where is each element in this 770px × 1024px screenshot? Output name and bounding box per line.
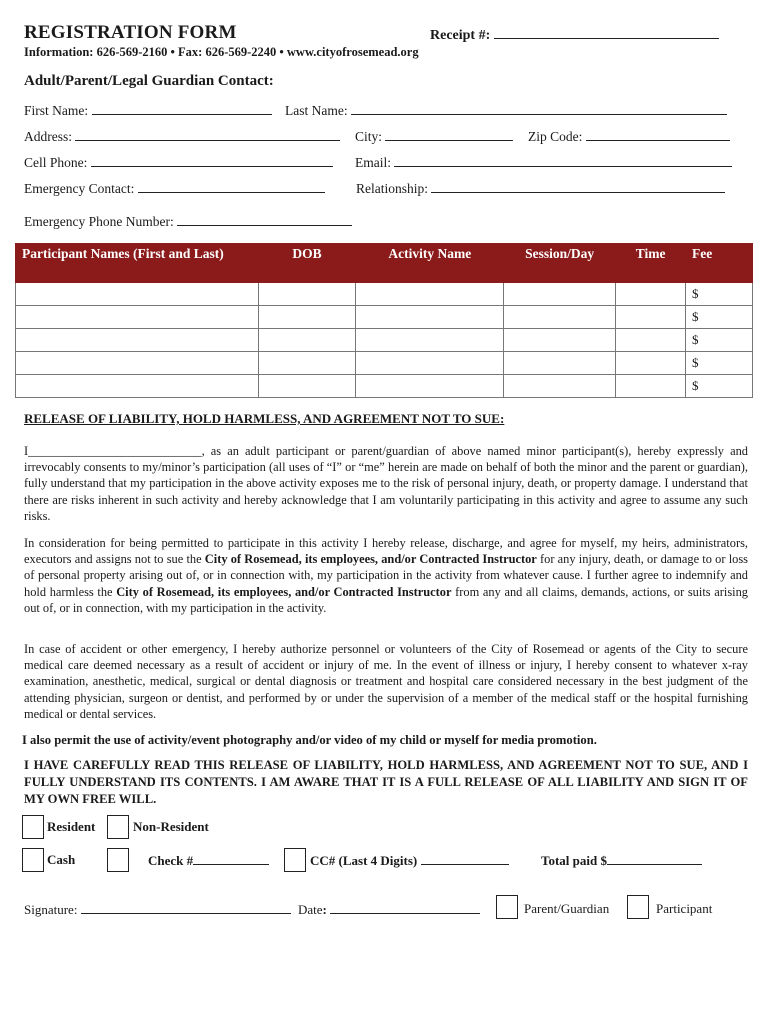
session-cell[interactable] [504, 283, 616, 306]
total-label: Total paid $ [541, 853, 607, 868]
contact-heading: Adult/Parent/Legal Guardian Contact: [24, 73, 274, 89]
parent-guardian-label: Parent/Guardian [524, 901, 610, 916]
dob-cell[interactable] [258, 283, 356, 306]
date-label: Date [298, 902, 323, 917]
emergency-contact-input[interactable] [138, 180, 325, 193]
p2-part-e: from any and all claims, demands, actions, or suits arising out of, or in connection, with my participation in the activity. [24, 584, 748, 615]
participant-table [15, 243, 753, 398]
release-heading [24, 411, 504, 427]
city-input[interactable] [385, 128, 513, 141]
time-cell[interactable] [616, 352, 686, 375]
last-name-field [285, 102, 727, 119]
parent-guardian-checkbox[interactable] [496, 895, 518, 919]
info-line: Information: 626-569-2160 • Fax: 626-569-2240 • www.cityofrosemead.org [24, 45, 419, 59]
dob-cell[interactable] [258, 352, 356, 375]
date-colon: : [322, 902, 327, 917]
fee-cell[interactable]: $ [686, 306, 753, 329]
address-input[interactable] [75, 128, 340, 141]
check-checkbox[interactable] [107, 848, 129, 872]
fee-cell[interactable]: $ [686, 329, 753, 352]
participant-label: Participant [656, 901, 713, 916]
emergency-contact-label: Emergency Contact: [24, 181, 135, 196]
p2-part-a: In consideration for being permitted to participate in this activity I hereby release, discharge, and agree for myself, my heirs, administrators, executors and assigns not to sue the [24, 536, 748, 567]
p2-part-b: City of Rosemead, its employees, and/or Contracted Instructor [204, 552, 537, 567]
col-header-dob: DOB [258, 244, 356, 283]
emergency-phone-field [24, 213, 352, 230]
address-label: Address: [24, 129, 72, 144]
emergency-phone-input[interactable] [177, 213, 352, 226]
release-paragraph-3: In case of accident or other emergency, I hereby authorize personnel or volunteers of the City of Rosemead or agents of the City to secure medical care deemed necessary as a result of accident or injury of me. In the event of illness or injury, I hereby consent to whatever x-ray examination, anesthetic, medical, surgical or dental diagnosis or treatment and hospital care considered necessary in the best judgment of the attending physician, surgeon or dentist, and performed by or under the supervision of a member of the medical staff or the hospital furnishing medical or dental services. [24, 642, 748, 721]
session-cell[interactable] [504, 329, 616, 352]
dob-cell[interactable] [258, 329, 356, 352]
cash-checkbox[interactable] [22, 848, 44, 872]
cash-label: Cash [47, 852, 76, 867]
release-paragraph-1: I____________________________, as an adult participant or parent/guardian of above named minor participant(s), hereby expressly and irrevocably consents to my/minor’s participation (all uses of “I” or “me” herein are made on behalf of both the minor and the parent or guardian), fully understand that my participation in the above activity exposes me to the risk of personal injury, death, or property damage. I understand that there are risks inherent in such activity and hereby acknowledge that I am voluntarily participating in this activity and agree to assume any such risks. [24, 444, 748, 523]
activity-cell[interactable] [356, 283, 504, 306]
release-paragraph-2 [24, 535, 748, 616]
participant-cell[interactable] [16, 329, 259, 352]
session-cell[interactable] [504, 352, 616, 375]
date-field [298, 901, 480, 918]
check-label: Check # [148, 853, 194, 868]
cell-phone-label: Cell Phone: [24, 155, 88, 170]
col-header-time: Time [616, 244, 686, 283]
first-name-field [24, 102, 272, 119]
non-resident-label: Non-Resident [133, 819, 209, 834]
participant-cell[interactable] [16, 306, 259, 329]
receipt-field [430, 26, 719, 44]
col-header-fee: Fee [686, 244, 753, 283]
fee-cell[interactable]: $ [686, 283, 753, 306]
non-resident-checkbox[interactable] [107, 815, 129, 839]
total-input[interactable] [607, 852, 702, 865]
release-heading-text: RELEASE OF LIABILITY, HOLD HARMLESS, AND AGREEMENT NOT TO SUE [24, 411, 500, 426]
cc-field [310, 852, 509, 869]
emergency-phone-label: Emergency Phone Number: [24, 214, 174, 229]
city-field [355, 128, 513, 145]
signature-input[interactable] [81, 901, 291, 914]
table-row [16, 283, 753, 306]
col-header-participant: Participant Names (First and Last) [16, 244, 259, 283]
session-cell[interactable] [504, 375, 616, 398]
fee-cell[interactable]: $ [686, 352, 753, 375]
signature-label: Signature: [24, 902, 78, 917]
table-row [16, 306, 753, 329]
resident-checkbox[interactable] [22, 815, 44, 839]
check-field [148, 852, 269, 869]
form-title: REGISTRATION FORM [24, 22, 237, 43]
activity-cell[interactable] [356, 352, 504, 375]
session-cell[interactable] [504, 306, 616, 329]
time-cell[interactable] [616, 306, 686, 329]
dob-cell[interactable] [258, 375, 356, 398]
col-header-activity: Activity Name [356, 244, 504, 283]
activity-cell[interactable] [356, 375, 504, 398]
acknowledgement: I HAVE CAREFULLY READ THIS RELEASE OF LIABILITY, HOLD HARMLESS, AND AGREEMENT NOT TO SUE, AND I FULLY UNDERSTAND ITS CONTENTS. I AM AWARE THAT IT IS A FULL RELEASE OF ALL LIABILITY AND SIGN IT OF MY OWN FREE WILL. [24, 758, 748, 806]
activity-cell[interactable] [356, 329, 504, 352]
table-header-row [16, 244, 753, 283]
emergency-contact-field [24, 180, 325, 197]
last-name-label: Last Name: [285, 103, 348, 118]
participant-cell[interactable] [16, 283, 259, 306]
first-name-input[interactable] [92, 102, 272, 115]
total-field [541, 852, 702, 869]
table-row [16, 329, 753, 352]
last-name-input[interactable] [351, 102, 727, 115]
fee-cell[interactable]: $ [686, 375, 753, 398]
cc-checkbox[interactable] [284, 848, 306, 872]
participant-checkbox[interactable] [627, 895, 649, 919]
table-row [16, 375, 753, 398]
check-number-input[interactable] [193, 852, 269, 865]
city-label: City: [355, 129, 383, 144]
signature-field [24, 901, 291, 918]
relationship-input[interactable] [431, 180, 725, 193]
relationship-field [356, 180, 725, 197]
participant-cell[interactable] [16, 352, 259, 375]
time-cell[interactable] [616, 329, 686, 352]
zip-input[interactable] [586, 128, 730, 141]
email-input[interactable] [394, 154, 732, 167]
cc-label: CC# (Last 4 Digits) [310, 853, 418, 868]
first-name-label: First Name: [24, 103, 89, 118]
date-input[interactable] [330, 901, 480, 914]
time-cell[interactable] [616, 283, 686, 306]
zip-field [528, 128, 730, 145]
zip-label: Zip Code: [528, 129, 583, 144]
participant-cell[interactable] [16, 375, 259, 398]
release-heading-colon: : [499, 411, 505, 426]
dob-cell[interactable] [258, 306, 356, 329]
email-label: Email: [355, 155, 391, 170]
receipt-label: Receipt #: [430, 28, 491, 43]
time-cell[interactable] [616, 375, 686, 398]
receipt-input[interactable] [494, 26, 719, 39]
p2-part-c: for any injury, death, or damage to or loss of personal property arising out of, or in connection with, my participation in the activity from whatever cause. I further agree to indemnify and hold harmless the [24, 552, 748, 599]
col-header-session: Session/Day [504, 244, 616, 283]
address-field [24, 128, 340, 145]
cc-input[interactable] [421, 852, 509, 865]
relationship-label: Relationship: [356, 181, 428, 196]
table-row [16, 352, 753, 375]
email-field [355, 154, 732, 171]
resident-label: Resident [47, 819, 96, 834]
cell-phone-field [24, 154, 333, 171]
photo-permission: I also permit the use of activity/event photography and/or video of my child or myself for media promotion. [22, 733, 597, 747]
p2-part-d: City of Rosemead, its employees, and/or Contracted Instructor [116, 584, 452, 599]
activity-cell[interactable] [356, 306, 504, 329]
cell-phone-input[interactable] [91, 154, 333, 167]
